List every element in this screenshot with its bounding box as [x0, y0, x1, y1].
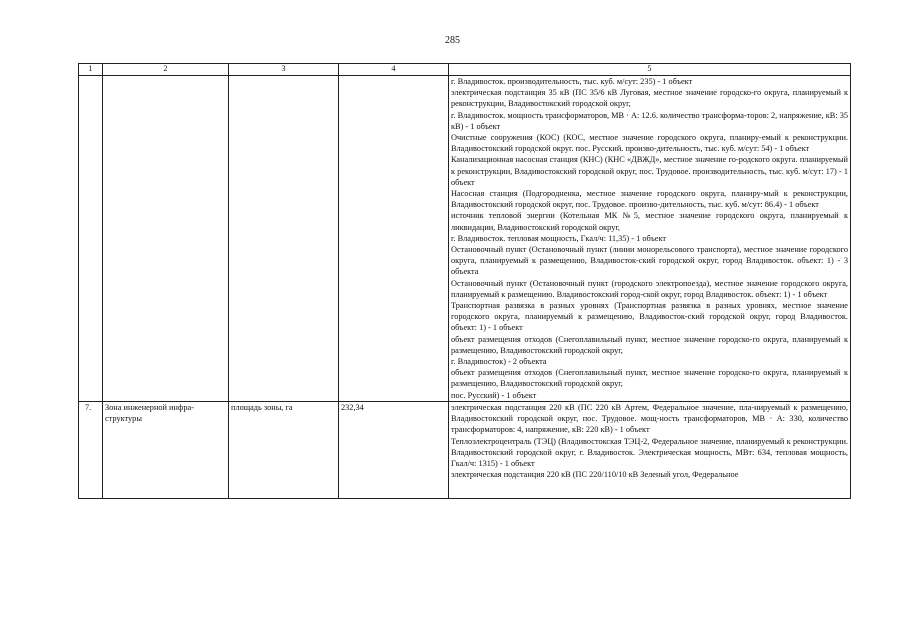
table-cell — [229, 76, 339, 402]
object-line: г. Владивосток. мощность трансформаторов, МВ · А: 12.6. количество трансформа-торов: 2, напряжение, кВ: 35 кВ) - 1 объект — [451, 110, 848, 131]
indicator-name: площадь зоны, га — [229, 401, 339, 498]
object-line: объект размещения отходов (Снегоплавильный пункт, местное значение городско-го округа, планируемый к размещению, Владивостокский городской округ, — [451, 334, 848, 355]
objects-cell — [449, 76, 851, 402]
header-cell: 4 — [339, 64, 449, 76]
table-cell — [79, 76, 103, 402]
header-cell: 5 — [449, 64, 851, 76]
object-line: г. Владивосток. производительность, тыс. куб. м/сут: 235) - 1 объект — [451, 77, 693, 86]
main-table — [78, 63, 851, 499]
object-line: г. Владивосток) - 2 объекта — [451, 357, 547, 367]
table-header-row — [79, 64, 851, 76]
object-line: пос. Русский) - 1 объект — [451, 390, 537, 400]
header-cell: 2 — [103, 64, 229, 76]
table-row — [79, 76, 851, 402]
object-line: электрическая подстанция 35 кВ (ПС 35/6 кВ Луговая, местное значение городско-го округа, планируемый к реконструкции, Владивостокский городской округ, — [451, 88, 848, 109]
header-cell: 1 — [79, 64, 103, 76]
object-line: Остановочный пункт (Остановочный пункт (линии монорельсового транспорта), местное значение городского округа, планируемый к размещению, Владивосток-ский городской округ, город Владивосток. объект: 1) - 3 объекта — [451, 245, 848, 277]
object-line: источник тепловой энергии (Котельная МК №5, местное значение городского округа, планируемый к ликвидации, Владивостокский городской округ, — [451, 211, 848, 232]
object-line: Теплоэлектроцентраль (ТЭЦ) (Владивостокская ТЭЦ-2, Федеральное значение, планируемый к реконструкции. Владивостокский городской округ, г. Владивосток. Электрическая мощность, МВт: 634, тепловая мощность, Гкал/ч: 1315) - 1 объект — [451, 436, 848, 468]
row-number: 7. — [79, 401, 103, 498]
object-line: Остановочный пункт (Остановочный пункт (городского электропоезда), местное значение городского округа, планируемый к размещению. Владивостокский город-ской округ, город Владивосток. объект: 1) - 1 объект — [451, 278, 848, 299]
object-line: объект размещения отходов (Снегоплавильный пункт, местное значение городско-го округа, планируемый к размещению, Владивостокский городской округ, — [451, 368, 848, 389]
page-number: 285 — [445, 35, 460, 46]
objects-cell — [449, 401, 851, 498]
object-line: Транспортная развязка в разных уровнях (Транспортная развязка в разных уровнях, местное значение городского округа, планируемый к размещению, Владивосток-ский городской округ, город Владивосток. объект: 1) - 1 объект — [451, 301, 848, 333]
object-line: Очистные сооружения (КОС) (КОС, местное значение городского округа, планиру-емый к реконструкции. Владивостокский городской округ. пос. Русский. произво-дительность, тыс. куб. м/сут: 54) - 1 объект — [451, 133, 848, 154]
table-row — [79, 401, 851, 498]
indicator-value: 232,34 — [339, 401, 449, 498]
object-line: Насосная станция (Подгородненка, местное значение городского округа, планиру-мый к реконструкции, Владивостокский городской округ, пос. Трудовое. произво-дительность, тыс. куб. м/сут: 86.4) - 1 объект — [451, 189, 848, 210]
object-line: электрическая подстанция 220 кВ (ПС 220 кВ Артем, Федеральное значение, пла-нируемый к размещению, Владивостокский городской округ, пос. Трудовое. мощ-ность трансформаторов, МВ · А: 330, количество трансформаторов: 4, напряжение, кВ: 220 кВ) - 1 объект — [451, 402, 848, 435]
header-cell: 3 — [229, 64, 339, 76]
object-line: Канализационная насосная станция (КНС) (КНС «ДВЖД», местное значение го-родского округа. планируемый к реконструкции, Владивостокский городской округ, пос. Трудовое. производительность, тыс. куб. м/сут: 17) - 1 объект — [451, 155, 848, 187]
zone-name: Зона инженерной инфра-структуры — [103, 401, 229, 498]
table-cell — [103, 76, 229, 402]
object-line: электрическая подстанция 220 кВ (ПС 220/110/10 кВ Зеленый угол, Федеральное — [451, 470, 739, 480]
table-cell — [339, 76, 449, 402]
object-line: г. Владивосток. тепловая мощность, Гкал/ч: 11,35) - 1 объект — [451, 233, 667, 243]
